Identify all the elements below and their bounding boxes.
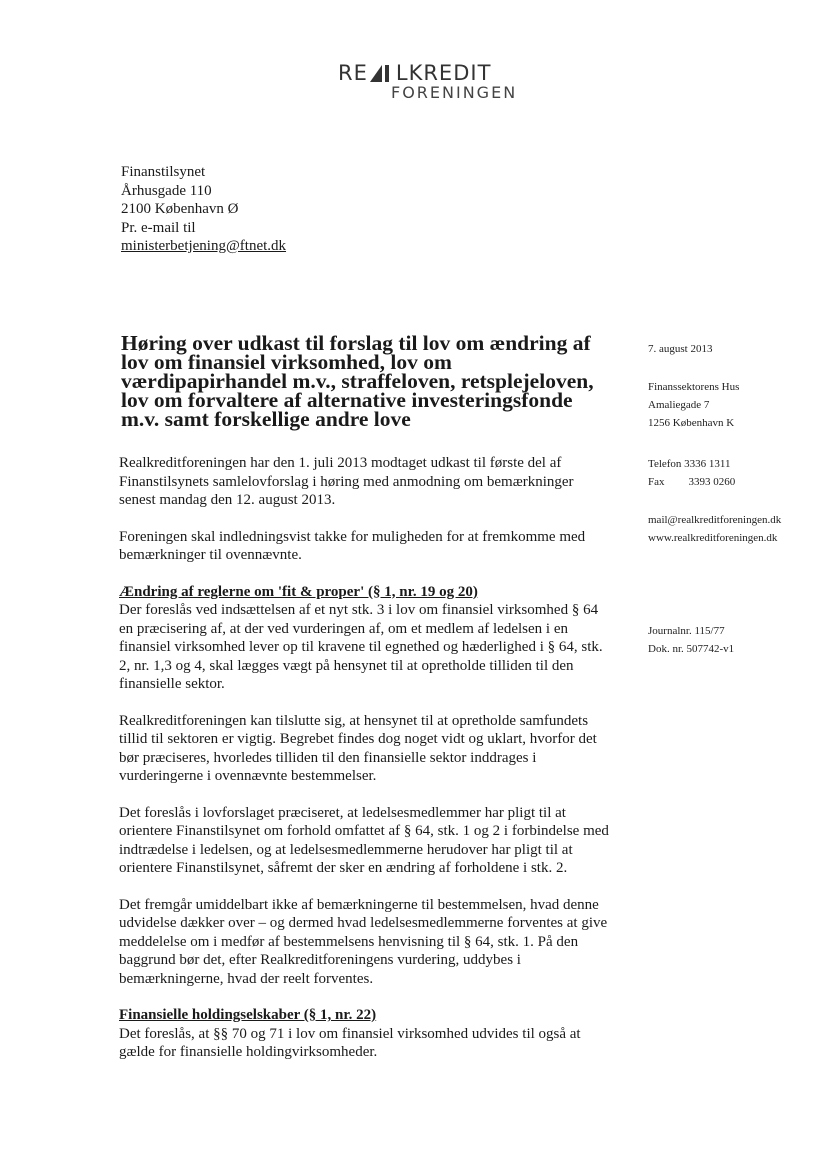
sidebar-address	[648, 378, 818, 432]
document-number: Dok. nr. 507742-v1	[648, 643, 735, 655]
sidebar-contact	[648, 455, 818, 491]
address-line: Finanstilsynet	[121, 164, 206, 180]
section-heading-fit-proper: Ændring af reglerne om 'fit & proper' (§ 1, nr. 19 og 20)	[119, 583, 478, 600]
section-heading-holding: Finansielle holdingselskaber (§ 1, nr. 22)	[119, 1007, 377, 1023]
address-line: Århusgade 110	[121, 182, 212, 199]
recipient-email-link[interactable]: ministerbetjening@ftnet.dk	[121, 238, 287, 254]
fax-number: 3393 0260	[688, 476, 736, 488]
sender-address-line: Finanssektorens Hus	[648, 381, 740, 393]
sender-email-link[interactable]: mail@realkreditforeningen.dk	[648, 514, 782, 526]
address-line: Pr. e-mail til	[121, 219, 196, 236]
logo-roof-icon	[369, 63, 395, 82]
recipient-address	[121, 163, 286, 256]
sidebar-date	[648, 340, 818, 358]
letter-date: 7. august 2013	[648, 343, 713, 355]
sender-web-link[interactable]: www.realkreditforeningen.dk	[648, 532, 778, 544]
paragraph: Der foreslås ved indsættelsen af et nyt stk. 3 i lov om finansiel virksomhed § 64 en præcisering af, at der ved vurderingen af, om et medlem af ledelsen i en finansiel virksomhed lever op til kravene til egnethed og hæderlighed i § 64, stk. 2, nr. 1,3 og 4, skal lægges vægt på hensynet til at opretholde tilliden til den finansielle sektor.	[119, 602, 603, 692]
fax-label: Fax	[648, 476, 665, 488]
logo-subtitle: FORENINGEN	[391, 83, 518, 102]
sender-address-line: Amaliegade 7	[648, 399, 710, 411]
logo-text-end: LKREDIT	[395, 61, 492, 85]
paragraph: Realkreditforeningen har den 1. juli 2013 modtaget udkast til første del af Finanstilsynets samlelovforslag i høring med anmodning om bemærkninger senest mandag den 12. august 2013.	[119, 455, 574, 508]
address-line: 2100 København Ø	[121, 201, 239, 217]
sender-phone: Telefon 3336 1311	[648, 458, 731, 470]
sidebar-online	[648, 511, 818, 547]
realkreditforeningen-logo	[338, 62, 538, 102]
sender-address-line: 1256 København K	[648, 417, 735, 429]
letter-body	[119, 454, 609, 1062]
sidebar-reference	[648, 622, 818, 658]
paragraph: Realkreditforeningen kan tilslutte sig, at hensynet til at opretholde samfundets tillid til sektoren er vigtig. Begrebet findes dog noget vidt og uklart, hvorfor det bør præciseres, hvorledes tilliden til den finansielle sektor inddrages i vurderingerne i ovennævnte bestemmelser.	[119, 712, 597, 784]
paragraph: Foreningen skal indledningsvist takke for muligheden for at fremkomme med bemærkninger til ovennævnte.	[119, 528, 586, 563]
paragraph: Det fremgår umiddelbart ikke af bemærkningerne til bestemmelsen, hvad denne udvidelse dækker over – og dermed hvad ledelsesmedlemmerne forventes at give meddelelse om i medfør af bestemmelsens henvisning til § 64, stk. 1. På den baggrund bør det, efter Realkreditforeningens vurdering, uddybes i bemærkningerne, hvad der reelt forventes.	[119, 896, 608, 987]
sender-fax	[648, 473, 818, 491]
paragraph: Det foreslås, at §§ 70 og 71 i lov om finansiel virksomhed udvides til også at gælde for finansielle holdingvirksomheder.	[119, 1025, 581, 1060]
logo-wordmark	[338, 62, 538, 84]
paragraph: Det foreslås i lovforslaget præciseret, at ledelsesmedlemmer har pligt til at orientere Finanstilsynet om forhold omfattet af § 64, stk. 1 og 2 i forbindelse med indtrædelse i ledelsen, og at ledelsesmedlemmerne herudover har pligt til at orientere Finanstilsynet, såfremt der sker en ændring af forholdene i stk. 2.	[119, 804, 609, 876]
journal-number: Journalnr. 115/77	[648, 625, 725, 637]
letter-title: Høring over udkast til forslag til lov om ændring af lov om finansiel virksomhed, lov om værdipapirhandel m.v., straffeloven, retsplejeloven, lov om forvaltere af alternative investeringsfonde m.v. samt forskellige andre love	[121, 331, 594, 431]
logo-text-start: RE	[338, 61, 368, 85]
